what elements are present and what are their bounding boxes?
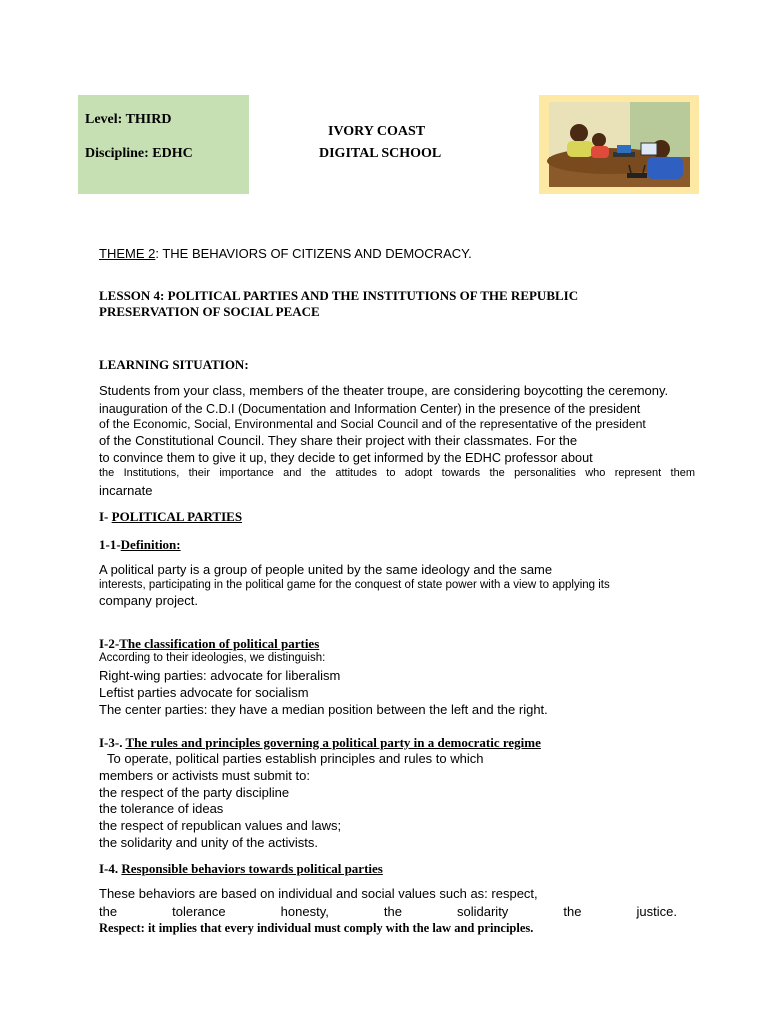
definition-title: Definition: xyxy=(120,537,181,552)
students-with-computers-icon xyxy=(539,95,699,194)
level-label: Level: THIRD xyxy=(85,112,172,127)
rules-heading xyxy=(99,735,637,751)
definition-heading xyxy=(99,537,181,553)
lesson-title-line-1: LESSON 4: POLITICAL PARTIES AND THE INSTITUTIONS OF THE REPUBLIC xyxy=(99,288,579,303)
definition-line: A political party is a group of people united by the same ideology and the same xyxy=(99,562,553,577)
behaviors-line: These behaviors are based on individual and social values such as: respect, xyxy=(99,886,538,901)
level-box xyxy=(78,95,249,194)
classroom-illustration xyxy=(539,95,699,194)
theme-title: : THE BEHAVIORS OF CITIZENS AND DEMOCRACY. xyxy=(155,246,472,261)
value-word: honesty, xyxy=(280,904,329,919)
situation-line: the Institutions, their importance and the attitudes to adopt towards the personalities who represent them xyxy=(99,467,695,479)
situation-line: to convince them to give it up, they decide to get informed by the EDHC professor about xyxy=(99,451,593,465)
rules-prefix: I-3-. xyxy=(99,735,126,750)
lesson-title-line-2: PRESERVATION OF SOCIAL PEACE xyxy=(99,304,320,319)
situation-line: Students from your class, members of the theater troupe, are considering boycotting the ceremony. xyxy=(99,383,669,398)
situation-line: incarnate xyxy=(99,483,153,498)
value-word: the xyxy=(383,904,402,919)
classification-item: Leftist parties advocate for socialism xyxy=(99,685,309,700)
rules-line: the solidarity and unity of the activists. xyxy=(99,835,318,850)
behaviors-title: Responsible behaviors towards political parties xyxy=(121,861,383,876)
behaviors-heading xyxy=(99,861,513,877)
value-word: the xyxy=(563,904,582,919)
section-prefix: I- xyxy=(99,509,112,524)
situation-line: inauguration of the C.D.I (Documentation and Information Center) in the presence of the president xyxy=(99,402,641,416)
value-word: solidarity xyxy=(457,904,509,919)
classification-intro: According to their ideologies, we distinguish: xyxy=(99,652,326,664)
classification-heading xyxy=(99,636,353,652)
rules-line: To operate, political parties establish principles and rules to which xyxy=(107,751,484,766)
respect-definition: Respect: it implies that every individual must comply with the law and principles. xyxy=(99,921,534,935)
definition-line: interests, participating in the political game for the conquest of state power with a view to applying its xyxy=(99,579,610,591)
discipline-label: Discipline: EDHC xyxy=(85,146,193,161)
country-title: IVORY COAST xyxy=(328,124,426,139)
school-title: DIGITAL SCHOOL xyxy=(319,146,442,161)
rules-line: the tolerance of ideas xyxy=(99,801,224,816)
value-word: justice. xyxy=(636,904,677,919)
theme-label: THEME 2 xyxy=(99,246,156,261)
classification-item: Right-wing parties: advocate for liberalism xyxy=(99,668,341,683)
learning-situation-heading: LEARNING SITUATION: xyxy=(99,357,249,372)
section-political-parties-heading xyxy=(99,509,272,525)
rules-line: the respect of the party discipline xyxy=(99,785,290,800)
behaviors-prefix: I-4. xyxy=(99,861,122,876)
rules-title: The rules and principles governing a political party in a democratic regime xyxy=(125,735,541,750)
rules-line: the respect of republican values and laws; xyxy=(99,818,342,833)
situation-line: of the Economic, Social, Environmental and Social Council and of the representative of the president xyxy=(99,417,646,431)
theme-line xyxy=(99,246,472,262)
values-line xyxy=(99,904,677,920)
section-title: POLITICAL PARTIES xyxy=(111,509,243,524)
situation-line: of the Constitutional Council. They share their project with their classmates. For the xyxy=(99,433,578,448)
value-word: the xyxy=(99,904,118,919)
classification-item: The center parties: they have a median position between the left and the right. xyxy=(99,702,548,717)
definition-prefix: 1-1- xyxy=(99,537,121,552)
rules-line: members or activists must submit to: xyxy=(99,768,310,783)
definition-line: company project. xyxy=(99,593,198,608)
value-word: tolerance xyxy=(172,904,226,919)
classification-prefix: I-2- xyxy=(99,636,120,651)
classification-title: The classification of political parties xyxy=(119,636,320,651)
